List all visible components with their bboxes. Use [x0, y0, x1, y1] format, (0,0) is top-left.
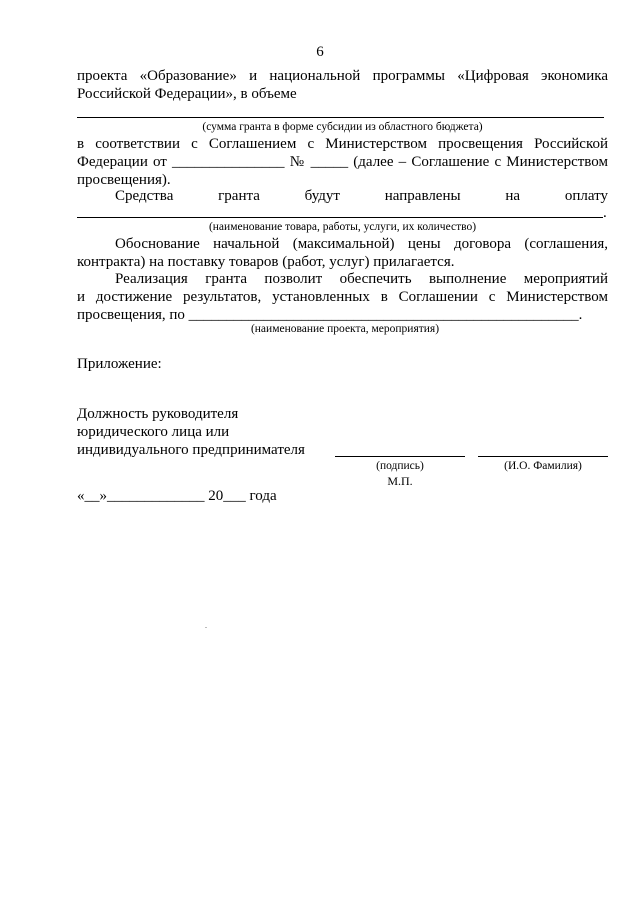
goods-blank-line: [77, 217, 603, 218]
page-number: 6: [316, 44, 324, 60]
appendix-label: Приложение:: [77, 356, 162, 372]
paragraph-2-line-3: просвещения).: [77, 172, 171, 188]
position-line-1: Должность руководителя: [77, 406, 239, 422]
name-blank-line: [478, 456, 608, 457]
paragraph-4-line-2: контракта) на поставку товаров (работ, услуг) прилагается.: [77, 254, 455, 270]
signature-blank-line: [335, 456, 465, 457]
paragraph-5-line-1: Реализация гранта позволит обеспечить выполнение мероприятий: [115, 271, 608, 287]
paragraph-3-end: .: [603, 205, 607, 221]
caption-name: (И.О. Фамилия): [504, 460, 582, 472]
paragraph-4-line-1: Обоснование начальной (максимальной) цены договора (соглашения,: [115, 236, 608, 252]
paragraph-5-line-3: просвещения, по ____________________________________________________.: [77, 307, 583, 323]
paragraph-1-line-1: проекта «Образование» и национальной программы «Цифровая экономика: [77, 68, 608, 84]
paragraph-2-line-2: Федерации от _______________ № _____ (далее – Соглашение с Министерством: [77, 154, 608, 170]
position-line-2: юридического лица или: [77, 424, 230, 440]
caption-project: (наименование проекта, мероприятия): [250, 323, 440, 335]
paragraph-1-line-2: Российской Федерации», в объеме: [77, 86, 297, 102]
caption-grant-sum: (сумма гранта в форме субсидии из областного бюджета): [202, 121, 483, 133]
position-line-3: индивидуального предпринимателя: [77, 442, 305, 458]
date-line: «__»_____________ 20___ года: [77, 488, 277, 504]
caption-signature: (подпись): [376, 460, 424, 472]
paragraph-2-line-1: в соответствии с Соглашением с Министерством просвещения Российской: [77, 136, 608, 152]
scan-speck: [205, 627, 207, 628]
paragraph-5-line-2: и достижение результатов, установленных в Соглашении с Министерством: [77, 289, 608, 305]
caption-goods: (наименование товара, работы, услуги, их количество): [208, 221, 477, 233]
grant-sum-blank-line: [77, 117, 604, 118]
stamp-label: М.П.: [387, 474, 413, 488]
paragraph-3-line-1: Средства гранта будут направлены на оплату: [115, 188, 608, 204]
